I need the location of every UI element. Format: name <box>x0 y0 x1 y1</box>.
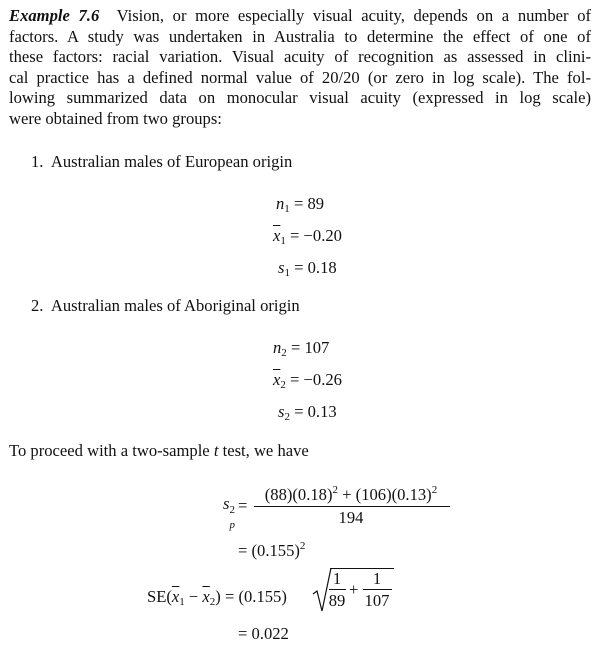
se-plus: + <box>349 580 359 599</box>
se-fraction-1-numerator: 1 <box>332 569 342 588</box>
group-1-mean: $\overline{x}_1 = -0.20$ <box>273 226 342 247</box>
standard-error-lhs: $SE(\overline{x}_1 - \overline{x}_2) = (0.155)$ <box>147 587 287 608</box>
pooled-variance-fraction-bar <box>254 506 450 507</box>
paragraph-line-5: lowing summarized data on monocular visual acuity (expressed in log scale) <box>9 88 591 107</box>
paragraph-line-2: factors. A study was undertaken in Australia to determine the effect of one of <box>9 26 591 46</box>
paragraph-line-4: cal practice has a defined normal value of 20/20 (or zero in log scale). The fol- <box>9 67 591 87</box>
group-2-mean: $\overline{x}_2 = -0.26$ <box>273 370 342 391</box>
se-fraction-2-denominator: 107 <box>364 591 390 610</box>
se-fraction-1-bar <box>329 589 346 590</box>
example-label: Example 7.6 <box>9 6 100 25</box>
pooled-variance-denominator: 194 <box>338 508 364 527</box>
group-1-heading: 1. Australian males of European origin <box>31 152 293 171</box>
standard-error-result: = 0.022 <box>238 624 289 643</box>
group-2-n: $n_2 = 107$ <box>273 338 330 359</box>
pooled-variance-result: = $(0.155)^2$ <box>238 540 306 560</box>
pooled-variance-symbol: s 2 p <box>223 494 235 531</box>
group-1-n: $n_1 = 89$ <box>276 194 325 215</box>
proceed-sentence: To proceed with a two-sample t test, we have <box>9 441 309 460</box>
se-fraction-1-denominator: 89 <box>328 591 346 610</box>
group-1-sd: $s_1 = 0.18$ <box>278 258 337 279</box>
example-paragraph <box>9 6 591 129</box>
pooled-variance-equals: = <box>238 496 248 515</box>
se-fraction-2-numerator: 1 <box>372 569 382 588</box>
paragraph-line-6: were obtained from two groups: <box>9 108 222 128</box>
pooled-variance-numerator: $(88)(0.18)^2 + (106)(0.13)^2$ <box>264 484 438 504</box>
group-2-sd: $s_2 = 0.13$ <box>278 402 337 423</box>
group-2-heading: 2. Australian males of Aboriginal origin <box>31 296 300 315</box>
se-fraction-2-bar <box>363 589 392 590</box>
paragraph-line-1: Example 7.6 Vision, or more especially visual acuity, depends on a number of <box>9 6 592 25</box>
paragraph-line-3: these factors: racial variation. Visual acuity of recognition as assessed in clini- <box>9 47 591 66</box>
